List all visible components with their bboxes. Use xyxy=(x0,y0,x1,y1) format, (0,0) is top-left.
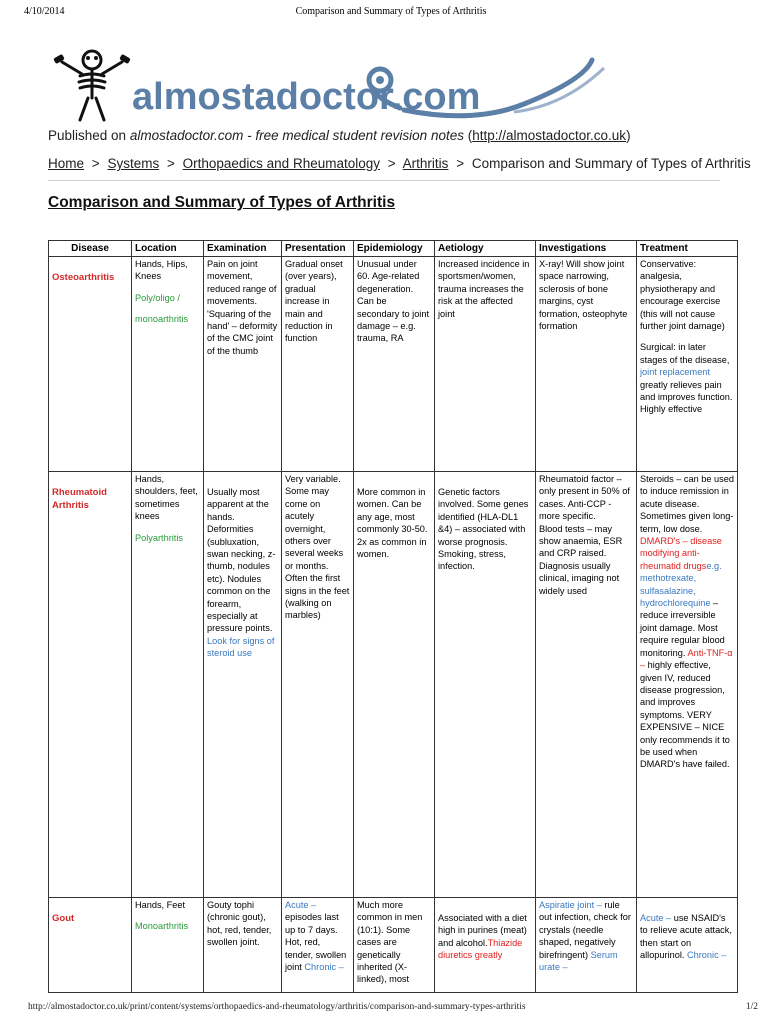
location-pattern: monoarthritis xyxy=(135,314,189,325)
examination-cell: Gouty tophi (chronic gout), hot, red, tender, swollen joint. xyxy=(204,898,282,993)
presentation-cell: Gradual onset (over years), gradual increase in main and reduction in function xyxy=(282,257,354,472)
presentation-cell: Very variable. Some may come on acutely overnight, others over several weeks or months. Often the first signs in the feet (walking on marbles) xyxy=(282,472,354,898)
location-text: Hands, Feet xyxy=(135,900,186,910)
treatment-text-part: greatly relieves pain and improves function. Highly effective xyxy=(640,379,733,415)
treatment-text-part: highly effective, given IV, reduced disease progression, and improves symptoms. VERY EXPENSIVE – NICE only recommends it to be used when DMARD's have failed. xyxy=(640,660,730,770)
location-pattern: Polyarthritis xyxy=(135,532,183,543)
breadcrumb-separator: > xyxy=(387,156,396,171)
examination-cell: Pain on joint movement, reduced range of movements. 'Squaring of the hand' – deformity of the CMC joint of the thumb xyxy=(204,257,282,472)
aetiology-cell: Genetic factors involved. Some genes identified (HLA-DL1 &4) – associated with worse prognosis. Smoking, stress, infection. xyxy=(435,472,536,898)
column-header: Location xyxy=(132,241,204,257)
published-open: ( xyxy=(463,128,473,143)
disease-cell xyxy=(49,472,132,898)
breadcrumb-separator: > xyxy=(456,156,465,171)
disease-name: Gout xyxy=(52,913,75,924)
disease-cell xyxy=(49,257,132,472)
location-cell xyxy=(132,472,204,898)
site-logo-text: almostadoctor.com xyxy=(132,76,481,118)
breadcrumb-systems-link[interactable]: Systems xyxy=(107,156,160,171)
breadcrumb-separator: > xyxy=(91,156,100,171)
presentation-text: episodes last up to 7 days. Hot, red, tender, swollen joint xyxy=(285,912,347,973)
site-logo[interactable] xyxy=(44,46,624,124)
treatment-text-part: use NSAID's to relieve acute attack, then start on allopurinol. xyxy=(640,913,732,961)
breadcrumb-home-link[interactable]: Home xyxy=(48,156,85,171)
treatment-text: Conservative: analgesia, physiotherapy and encourage exercise (this will not cause further joint damage) xyxy=(640,259,725,332)
published-prefix: Published on xyxy=(48,128,130,143)
treatment-cell xyxy=(637,257,738,472)
column-header: Examination xyxy=(204,241,282,257)
print-footer xyxy=(28,1002,758,1016)
epidemiology-cell: Much more common in men (10:1). Some cases are genetically inherited (X-linked), most xyxy=(354,898,435,993)
examination-cell xyxy=(204,472,282,898)
published-site: almostadoctor.com xyxy=(129,128,244,143)
joint-replacement-link[interactable]: joint replacement xyxy=(640,367,710,378)
disease-cell xyxy=(49,898,132,993)
investigations-text: Blood tests – may show anaemia, ESR and CRP raised. xyxy=(539,523,623,559)
investigations-cell xyxy=(536,472,637,898)
location-text: Hands, shoulders, feet, sometimes knees xyxy=(135,474,198,522)
published-line xyxy=(48,128,631,143)
chronic-label: Chronic – xyxy=(304,962,344,973)
examination-text: Usually most apparent at the hands. Deformities (subluxation, swan necking, z-thumb, nodules etc). Nodules common on the forearm, especially at pressure points. xyxy=(207,487,276,634)
column-header: Epidemiology xyxy=(354,241,435,257)
location-pattern: Poly/oligo / xyxy=(135,292,180,303)
breadcrumb-current: Comparison and Summary of Types of Arthritis xyxy=(471,156,751,171)
table-header-row xyxy=(49,241,738,257)
aetiology-cell: Increased incidence in sportsmen/women, trauma increases the risk at the affected joint xyxy=(435,257,536,472)
aetiology-text: Associated with a diet high in purines (meat) and alcohol. xyxy=(438,913,527,948)
treatment-text xyxy=(640,341,734,415)
column-header: Aetiology xyxy=(435,241,536,257)
treatment-cell xyxy=(637,898,738,993)
arthritis-comparison-table xyxy=(48,240,738,993)
treatment-cell xyxy=(637,472,738,898)
investigations-text: Diagnosis usually clinical, imaging not widely used xyxy=(539,560,620,596)
aspirate-joint-link[interactable]: Aspiratie joint – xyxy=(539,900,602,910)
thiazide-text: Thiazide diuretics greatly xyxy=(438,937,523,961)
epidemiology-cell: Unusual under 60. Age-related degeneration. Can be secondary to joint damage – e.g. trauma, RA xyxy=(354,257,435,472)
treatment-text-part: – reduce irreversible joint damage. Most require regular blood monitoring. xyxy=(640,598,725,658)
epidemiology-cell: More common in women. Can be any age, most commonly 30-50. 2x as common in women. xyxy=(354,472,435,898)
location-text: Hands, Hips, Knees xyxy=(135,259,188,282)
page-title: Comparison and Summary of Types of Arthritis xyxy=(48,194,396,211)
published-close: ) xyxy=(626,128,631,143)
chronic-label: Chronic – xyxy=(687,950,727,961)
location-cell xyxy=(132,898,204,993)
column-header: Investigations xyxy=(536,241,637,257)
disease-name: Rheumatoid Arthritis xyxy=(52,487,107,512)
breadcrumb-separator: > xyxy=(166,156,175,171)
print-date: 4/10/2014 xyxy=(24,6,65,17)
table-row xyxy=(49,472,738,898)
presentation-cell xyxy=(282,898,354,993)
footer-url: http://almostadoctor.co.uk/print/content/systems/orthopaedics-and-rheumatology/arthritis/comparison-and-summary-types-arthritis xyxy=(28,1002,526,1012)
location-cell xyxy=(132,257,204,472)
aetiology-cell xyxy=(435,898,536,993)
published-desc: - free medical student revision notes xyxy=(243,128,464,143)
acute-label: Acute – xyxy=(640,913,672,923)
disease-name: Osteoarthritis xyxy=(52,272,115,283)
table-row xyxy=(49,898,738,993)
dmard-text: DMARD's – disease modifying anti-rheumatid drugs xyxy=(640,536,722,571)
serum-urate-link[interactable]: Serum urate – xyxy=(539,949,618,973)
anti-tnf-text: Anti-TNF-α – xyxy=(640,647,733,671)
column-header: Presentation xyxy=(282,241,354,257)
column-header: Disease xyxy=(49,241,132,257)
location-pattern: Monoarthritis xyxy=(135,921,189,932)
divider xyxy=(48,180,720,181)
table-row xyxy=(49,257,738,472)
treatment-text-part: Surgical: in later stages of the disease, xyxy=(640,342,730,365)
investigations-text: Rheumatoid factor – only present in 50% of cases. Anti-CCP - more specific. xyxy=(539,474,630,522)
investigations-cell xyxy=(536,898,637,993)
investigations-text: rule out infection, check for crystals (needle shaped, negatively birefringent) xyxy=(539,900,631,960)
breadcrumb-arthritis-link[interactable]: Arthritis xyxy=(402,156,449,171)
steroid-use-link[interactable]: Look for signs of steroid use xyxy=(207,635,275,659)
investigations-cell: X-ray! Will show joint space narrowing, sclerosis of bone margins, cyst formation, osteophyte formation xyxy=(536,257,637,472)
breadcrumb-ortho-link[interactable]: Orthopaedics and Rheumatology xyxy=(182,156,380,171)
treatment-text-part: Steroids – can be used to induce remission in acute disease. Sometimes given long-term, low dose. xyxy=(640,474,734,534)
page-number: 1/2 xyxy=(745,1002,758,1012)
print-title: Comparison and Summary of Types of Arthritis xyxy=(295,6,487,17)
print-header xyxy=(24,6,758,20)
site-url-link[interactable]: http://almostadoctor.co.uk xyxy=(472,128,627,143)
breadcrumb xyxy=(48,156,751,171)
acute-label: Acute – xyxy=(285,900,317,910)
column-header: Treatment xyxy=(637,241,738,257)
dmard-drugs-link[interactable]: e.g. methotrexate, sulfasalazine, hydrochlorequine xyxy=(640,560,722,609)
